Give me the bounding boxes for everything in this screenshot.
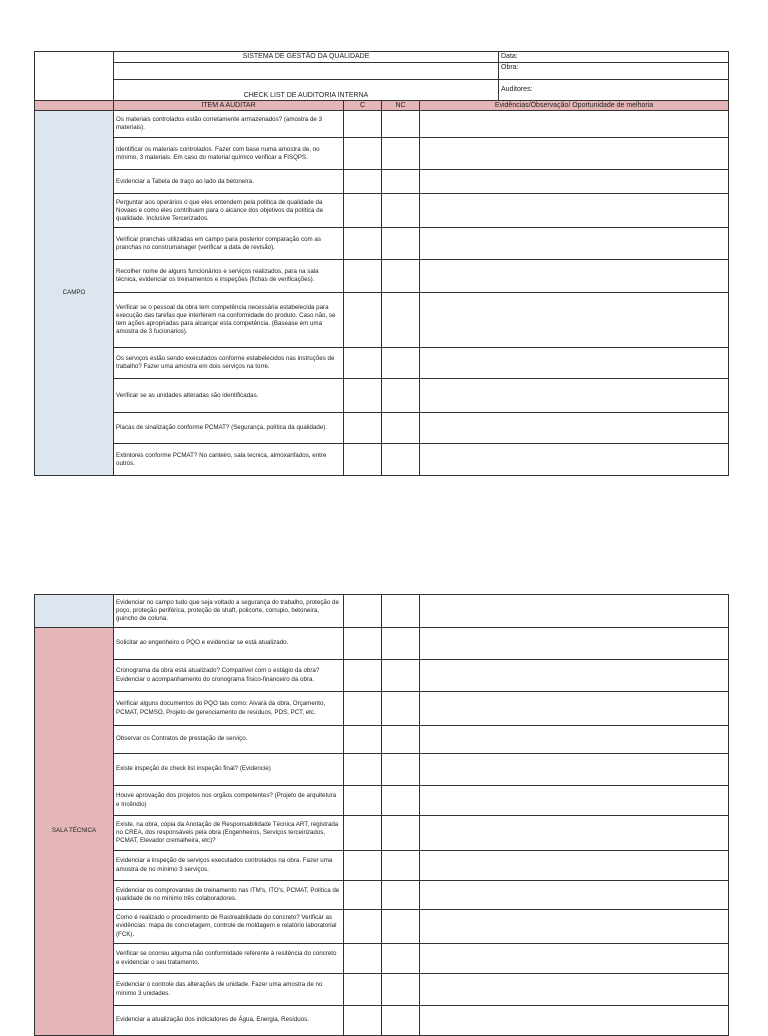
auditores-field: Auditores: (499, 80, 729, 101)
evidence-cell[interactable] (420, 910, 729, 944)
nc-checkbox-cell[interactable] (382, 816, 420, 851)
evidence-cell[interactable] (420, 194, 729, 228)
evidence-cell[interactable] (420, 228, 729, 260)
c-checkbox-cell[interactable] (344, 628, 382, 660)
evidence-cell[interactable] (420, 111, 729, 138)
checklist-item: Evidenciar a atualização dos indicadores de Água, Energia, Resíduos. (114, 1006, 344, 1036)
evidence-cell[interactable] (420, 660, 729, 692)
evidence-cell[interactable] (420, 1006, 729, 1036)
blank-header-row (114, 63, 499, 80)
checklist-item: Observar os Contratos de prestação de serviço. (114, 726, 344, 754)
nc-checkbox-cell[interactable] (382, 974, 420, 1006)
checklist-title: CHECK LIST DE AUDITORIA INTERNA (114, 80, 499, 101)
checklist-item: Verificar alguns documentos do PQO tais como: Alvará da obra, Orçamento, PCMAT, PCMSO, Projeto de gerenciamento de resíduos, PDS, PCT, etc. (114, 692, 344, 726)
nc-checkbox-cell[interactable] (382, 786, 420, 816)
checklist-item: Identificar os materiais controlados. Fazer com base numa amostra de, no mínimo, 3 materiais. Em caso do material químico verificar a FISQPS. (114, 138, 344, 170)
nc-checkbox-cell[interactable] (382, 293, 420, 348)
checklist-item: Os materiais controlados estão corretamente armazenados? (amostra de 3 materiais). (114, 111, 344, 138)
c-checkbox-cell[interactable] (344, 170, 382, 194)
nc-checkbox-cell[interactable] (382, 881, 420, 910)
checklist-item: Evidenciar a inspeção de serviços executados controlados na obra. Fazer uma amostra de no mínimo 3 serviços. (114, 851, 344, 881)
checklist-item: Os serviços estão sendo executados conforme estabelecidos nas instruções de trabalho? Fazer uma amostra em dois serviços na torre. (114, 348, 344, 379)
evidence-cell[interactable] (420, 293, 729, 348)
nc-checkbox-cell[interactable] (382, 660, 420, 692)
checklist-item: Evidenciar os comprovantes de treinamento nas ITM's, ITO's, PCMAT, Política de qualidade de no mínimo três colaboradores. (114, 881, 344, 910)
column-header-blank (35, 101, 114, 111)
evidence-cell[interactable] (420, 726, 729, 754)
evidence-cell[interactable] (420, 851, 729, 881)
column-header-evidencias: Evidências/Observação/ Oportunidade de melhoria (420, 101, 729, 111)
evidence-cell[interactable] (420, 974, 729, 1006)
checklist-item: Placas de sinalização conforme PCMAT? (Segurança, política da qualidade). (114, 413, 344, 444)
evidence-cell[interactable] (420, 786, 729, 816)
checklist-item: Solicitar ao engenheiro o PQO e evidenciar se está atualizado. (114, 628, 344, 660)
nc-checkbox-cell[interactable] (382, 260, 420, 293)
c-checkbox-cell[interactable] (344, 851, 382, 881)
evidence-cell[interactable] (420, 444, 729, 476)
evidence-cell[interactable] (420, 379, 729, 413)
obra-field: Obra: (499, 63, 729, 80)
c-checkbox-cell[interactable] (344, 595, 382, 628)
column-header-c: C (344, 101, 382, 111)
audit-checklist-table-page1 (34, 51, 729, 476)
checklist-item: Verificar pranchas utilizadas em campo para posterior comparação com as pranchas no construmanager (verificar a data de revisão). (114, 228, 344, 260)
system-title: SISTEMA DE GESTÃO DA QUALIDADE (114, 52, 499, 63)
evidence-cell[interactable] (420, 692, 729, 726)
category-campo-continued (35, 595, 114, 628)
c-checkbox-cell[interactable] (344, 413, 382, 444)
nc-checkbox-cell[interactable] (382, 111, 420, 138)
nc-checkbox-cell[interactable] (382, 628, 420, 660)
nc-checkbox-cell[interactable] (382, 595, 420, 628)
checklist-item: Existe inspeção de check list inspeção final? (Evidencie) (114, 754, 344, 786)
c-checkbox-cell[interactable] (344, 944, 382, 974)
checklist-item: Extintores conforme PCMAT? No canteiro, sala tecnica, almoxarifados, entre outros. (114, 444, 344, 476)
nc-checkbox-cell[interactable] (382, 194, 420, 228)
c-checkbox-cell[interactable] (344, 816, 382, 851)
c-checkbox-cell[interactable] (344, 111, 382, 138)
checklist-item: Evidenciar o controle das alterações de unidade. Fazer uma amostra de no mínimo 3 unidades. (114, 974, 344, 1006)
c-checkbox-cell[interactable] (344, 194, 382, 228)
checklist-item: Como é realizado o procedimento de Rastreabilidade do concreto? Verificar as evidências: mapa de concretagem, controle de moldagem e relatório laboratorial (FCK). (114, 910, 344, 944)
c-checkbox-cell[interactable] (344, 379, 382, 413)
c-checkbox-cell[interactable] (344, 348, 382, 379)
checklist-item: Verificar se ocorreu alguma não conformidade referente à resitência do concreto e evidenciar o seu tratamento. (114, 944, 344, 974)
nc-checkbox-cell[interactable] (382, 910, 420, 944)
c-checkbox-cell[interactable] (344, 974, 382, 1006)
checklist-item: Verificar se as unidades alteradas são identificadas. (114, 379, 344, 413)
c-checkbox-cell[interactable] (344, 444, 382, 476)
nc-checkbox-cell[interactable] (382, 1006, 420, 1036)
checklist-item: Verificar se o pessoal da obra tem competência necessária estabelecida para execução das tarefas que interferem na conformidade do produto. Caso não, se tem ações apropriadas para alcançar esta competência. (Basease em uma amostra de 3 fucionarios). (114, 293, 344, 348)
nc-checkbox-cell[interactable] (382, 444, 420, 476)
c-checkbox-cell[interactable] (344, 881, 382, 910)
nc-checkbox-cell[interactable] (382, 692, 420, 726)
c-checkbox-cell[interactable] (344, 692, 382, 726)
column-header-item: ITEM A AUDITAR (114, 101, 344, 111)
checklist-item: Evidenciar a Tabela de traço ao lado da betoneira. (114, 170, 344, 194)
c-checkbox-cell[interactable] (344, 754, 382, 786)
checklist-item: Houve aprovação dos projetos nos orgãos competentes? (Projeto de arquitetura e Incêndio) (114, 786, 344, 816)
evidence-cell[interactable] (420, 348, 729, 379)
nc-checkbox-cell[interactable] (382, 413, 420, 444)
evidence-cell[interactable] (420, 754, 729, 786)
nc-checkbox-cell[interactable] (382, 348, 420, 379)
nc-checkbox-cell[interactable] (382, 754, 420, 786)
c-checkbox-cell[interactable] (344, 726, 382, 754)
evidence-cell[interactable] (420, 881, 729, 910)
evidence-cell[interactable] (420, 413, 729, 444)
nc-checkbox-cell[interactable] (382, 228, 420, 260)
checklist-item: Evidenciar no campo tudo que seja voltado a segurança do trabalho, proteção de poço, proteção periférica, proteção de shaft, policorte, corrupio, betoneira, guincho de coluna. (114, 595, 344, 628)
checklist-item: Cronograma da obra está atualizado? Compatível com o estágio da obra? Evidenciar o acompanhamento do cronograma físico-financeiro da obra. (114, 660, 344, 692)
evidence-cell[interactable] (420, 628, 729, 660)
category-campo: CAMPO (35, 111, 114, 476)
audit-checklist-table-page2 (34, 594, 729, 1036)
evidence-cell[interactable] (420, 944, 729, 974)
nc-checkbox-cell[interactable] (382, 851, 420, 881)
evidence-cell[interactable] (420, 260, 729, 293)
evidence-cell[interactable] (420, 170, 729, 194)
evidence-cell[interactable] (420, 595, 729, 628)
c-checkbox-cell[interactable] (344, 260, 382, 293)
column-header-nc: NC (382, 101, 420, 111)
checklist-item: Perguntar aos operários o que eles entendem pela política de qualidade da Novaes e como eles contribuem para o alcance dos objetivos da política de qualidade. Inclusive Tercerizados. (114, 194, 344, 228)
c-checkbox-cell[interactable] (344, 660, 382, 692)
c-checkbox-cell[interactable] (344, 786, 382, 816)
nc-checkbox-cell[interactable] (382, 138, 420, 170)
c-checkbox-cell[interactable] (344, 1006, 382, 1036)
c-checkbox-cell[interactable] (344, 138, 382, 170)
c-checkbox-cell[interactable] (344, 293, 382, 348)
c-checkbox-cell[interactable] (344, 910, 382, 944)
data-field: Data: (499, 52, 729, 63)
category-sala-tecnica: SALA TÉCNICA (35, 628, 114, 1036)
nc-checkbox-cell[interactable] (382, 170, 420, 194)
checklist-item: Recolher nome de alguns funcionários e serviços realizados, para na sala técnica, evidenciar os treinamentos e inspeções (fichas de verificações). (114, 260, 344, 293)
logo-cell (35, 52, 114, 101)
nc-checkbox-cell[interactable] (382, 944, 420, 974)
evidence-cell[interactable] (420, 138, 729, 170)
nc-checkbox-cell[interactable] (382, 726, 420, 754)
nc-checkbox-cell[interactable] (382, 379, 420, 413)
c-checkbox-cell[interactable] (344, 228, 382, 260)
evidence-cell[interactable] (420, 816, 729, 851)
checklist-item: Existe, na obra, cópia da Anotação de Responsabilidade Técnica ART, registrada no CREA, dos responsáveis pela obra (Engenheiros, Serviços terceirizados, PCMAT, Elevador cremalheira, etc)? (114, 816, 344, 851)
